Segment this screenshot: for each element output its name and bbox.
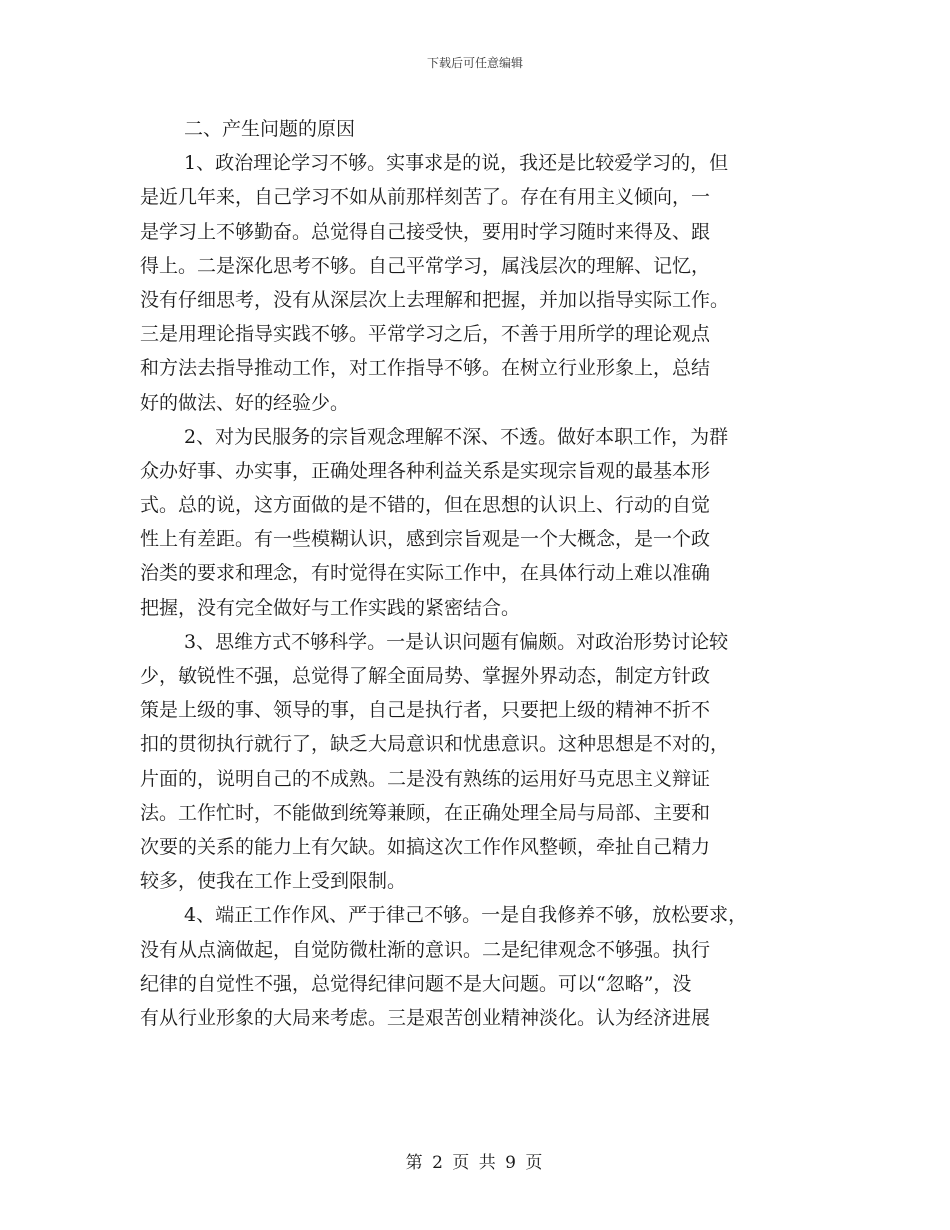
paragraph-line: 1、政治理论学习不够。实事求是的说，我还是比较爱学习的，但 — [184, 152, 729, 175]
paragraph-line: 和方法去指导推动工作，对工作指导不够。在树立行业形象上，总结 — [140, 357, 711, 380]
document-body — [140, 112, 800, 1035]
paragraph-line: 纪律的自觉性不强，总觉得纪律问题不是大问题。可以“忽略”，没 — [140, 972, 692, 995]
paragraph-line: 有从行业形象的大局来考虑。三是艰苦创业精神淡化。认为经济进展 — [140, 1006, 711, 1029]
paragraph-line: 三是用理论指导实践不够。平常学习之后，不善于用所学的理论观点 — [140, 323, 711, 346]
paragraph-line: 好的做法、好的经验少。 — [140, 391, 350, 414]
page-footer: 第 2 页 共 9 页 — [405, 1153, 545, 1173]
section-title: 二、产生问题的原因 — [184, 118, 356, 140]
paragraph-line: 得上。二是深化思考不够。自己平常学习，属浅层次的理解、记忆， — [140, 254, 711, 277]
paragraph-line: 2、对为民服务的宗旨观念理解不深、不透。做好本职工作，为群 — [184, 425, 729, 448]
paragraph-line: 次要的关系的能力上有欠缺。如搞这次工作作风整顿，牵扯自己精力 — [140, 835, 711, 858]
paragraph-line: 治类的要求和理念，有时觉得在实际工作中，在具体行动上难以准确 — [140, 562, 711, 585]
paragraph-line: 没有仔细思考，没有从深层次上去理解和把握，并加以指导实际工作。 — [140, 288, 730, 311]
paragraph-line: 性上有差距。有一些模糊认识，感到宗旨观是一个大概念，是一个政 — [140, 528, 711, 551]
paragraph-line: 较多，使我在工作上受到限制。 — [140, 870, 407, 893]
paragraph-line: 是学习上不够勤奋。总觉得自己接受快，要用时学习随时来得及、跟 — [140, 220, 711, 243]
paragraph-line: 少，敏锐性不强，总觉得了解全面局势、掌握外界动态，制定方针政 — [140, 665, 711, 687]
paragraph-line: 3、思维方式不够科学。一是认识问题有偏颇。对政治形势讨论较 — [184, 630, 729, 653]
paragraph-line: 众办好事、办实事，正确处理各种利益关系是实现宗旨观的最基本形 — [140, 459, 711, 482]
paragraph-line: 没有从点滴做起，自觉防微杜渐的意识。二是纪律观念不够强。执行 — [140, 938, 711, 961]
paragraph-line: 策是上级的事、领导的事，自己是执行者，只要把上级的精神不折不 — [140, 699, 711, 722]
paragraph-line: 法。工作忙时，不能做到统筹兼顾，在正确处理全局与局部、主要和 — [140, 801, 711, 824]
paragraph-line: 把握，没有完全做好与工作实践的紧密结合。 — [140, 596, 521, 619]
paragraph-line: 式。总的说，这方面做的是不错的，但在思想的认识上、行动的自觉 — [140, 494, 711, 517]
page-header: 下载后可任意编辑 — [426, 56, 523, 70]
paragraph-line: 是近几年来，自己学习不如从前那样刻苦了。存在有用主义倾向，一 — [140, 186, 711, 209]
paragraph-line: 扣的贯彻执行就行了，缺乏大局意识和忧患意识。这种思想是不对的， — [140, 733, 730, 756]
paragraph-line: 片面的，说明自己的不成熟。二是没有熟练的运用好马克思主义辩证 — [140, 767, 711, 790]
paragraph-line: 4、端正工作作风、严于律己不够。一是自我修养不够，放松要求， — [184, 904, 748, 927]
